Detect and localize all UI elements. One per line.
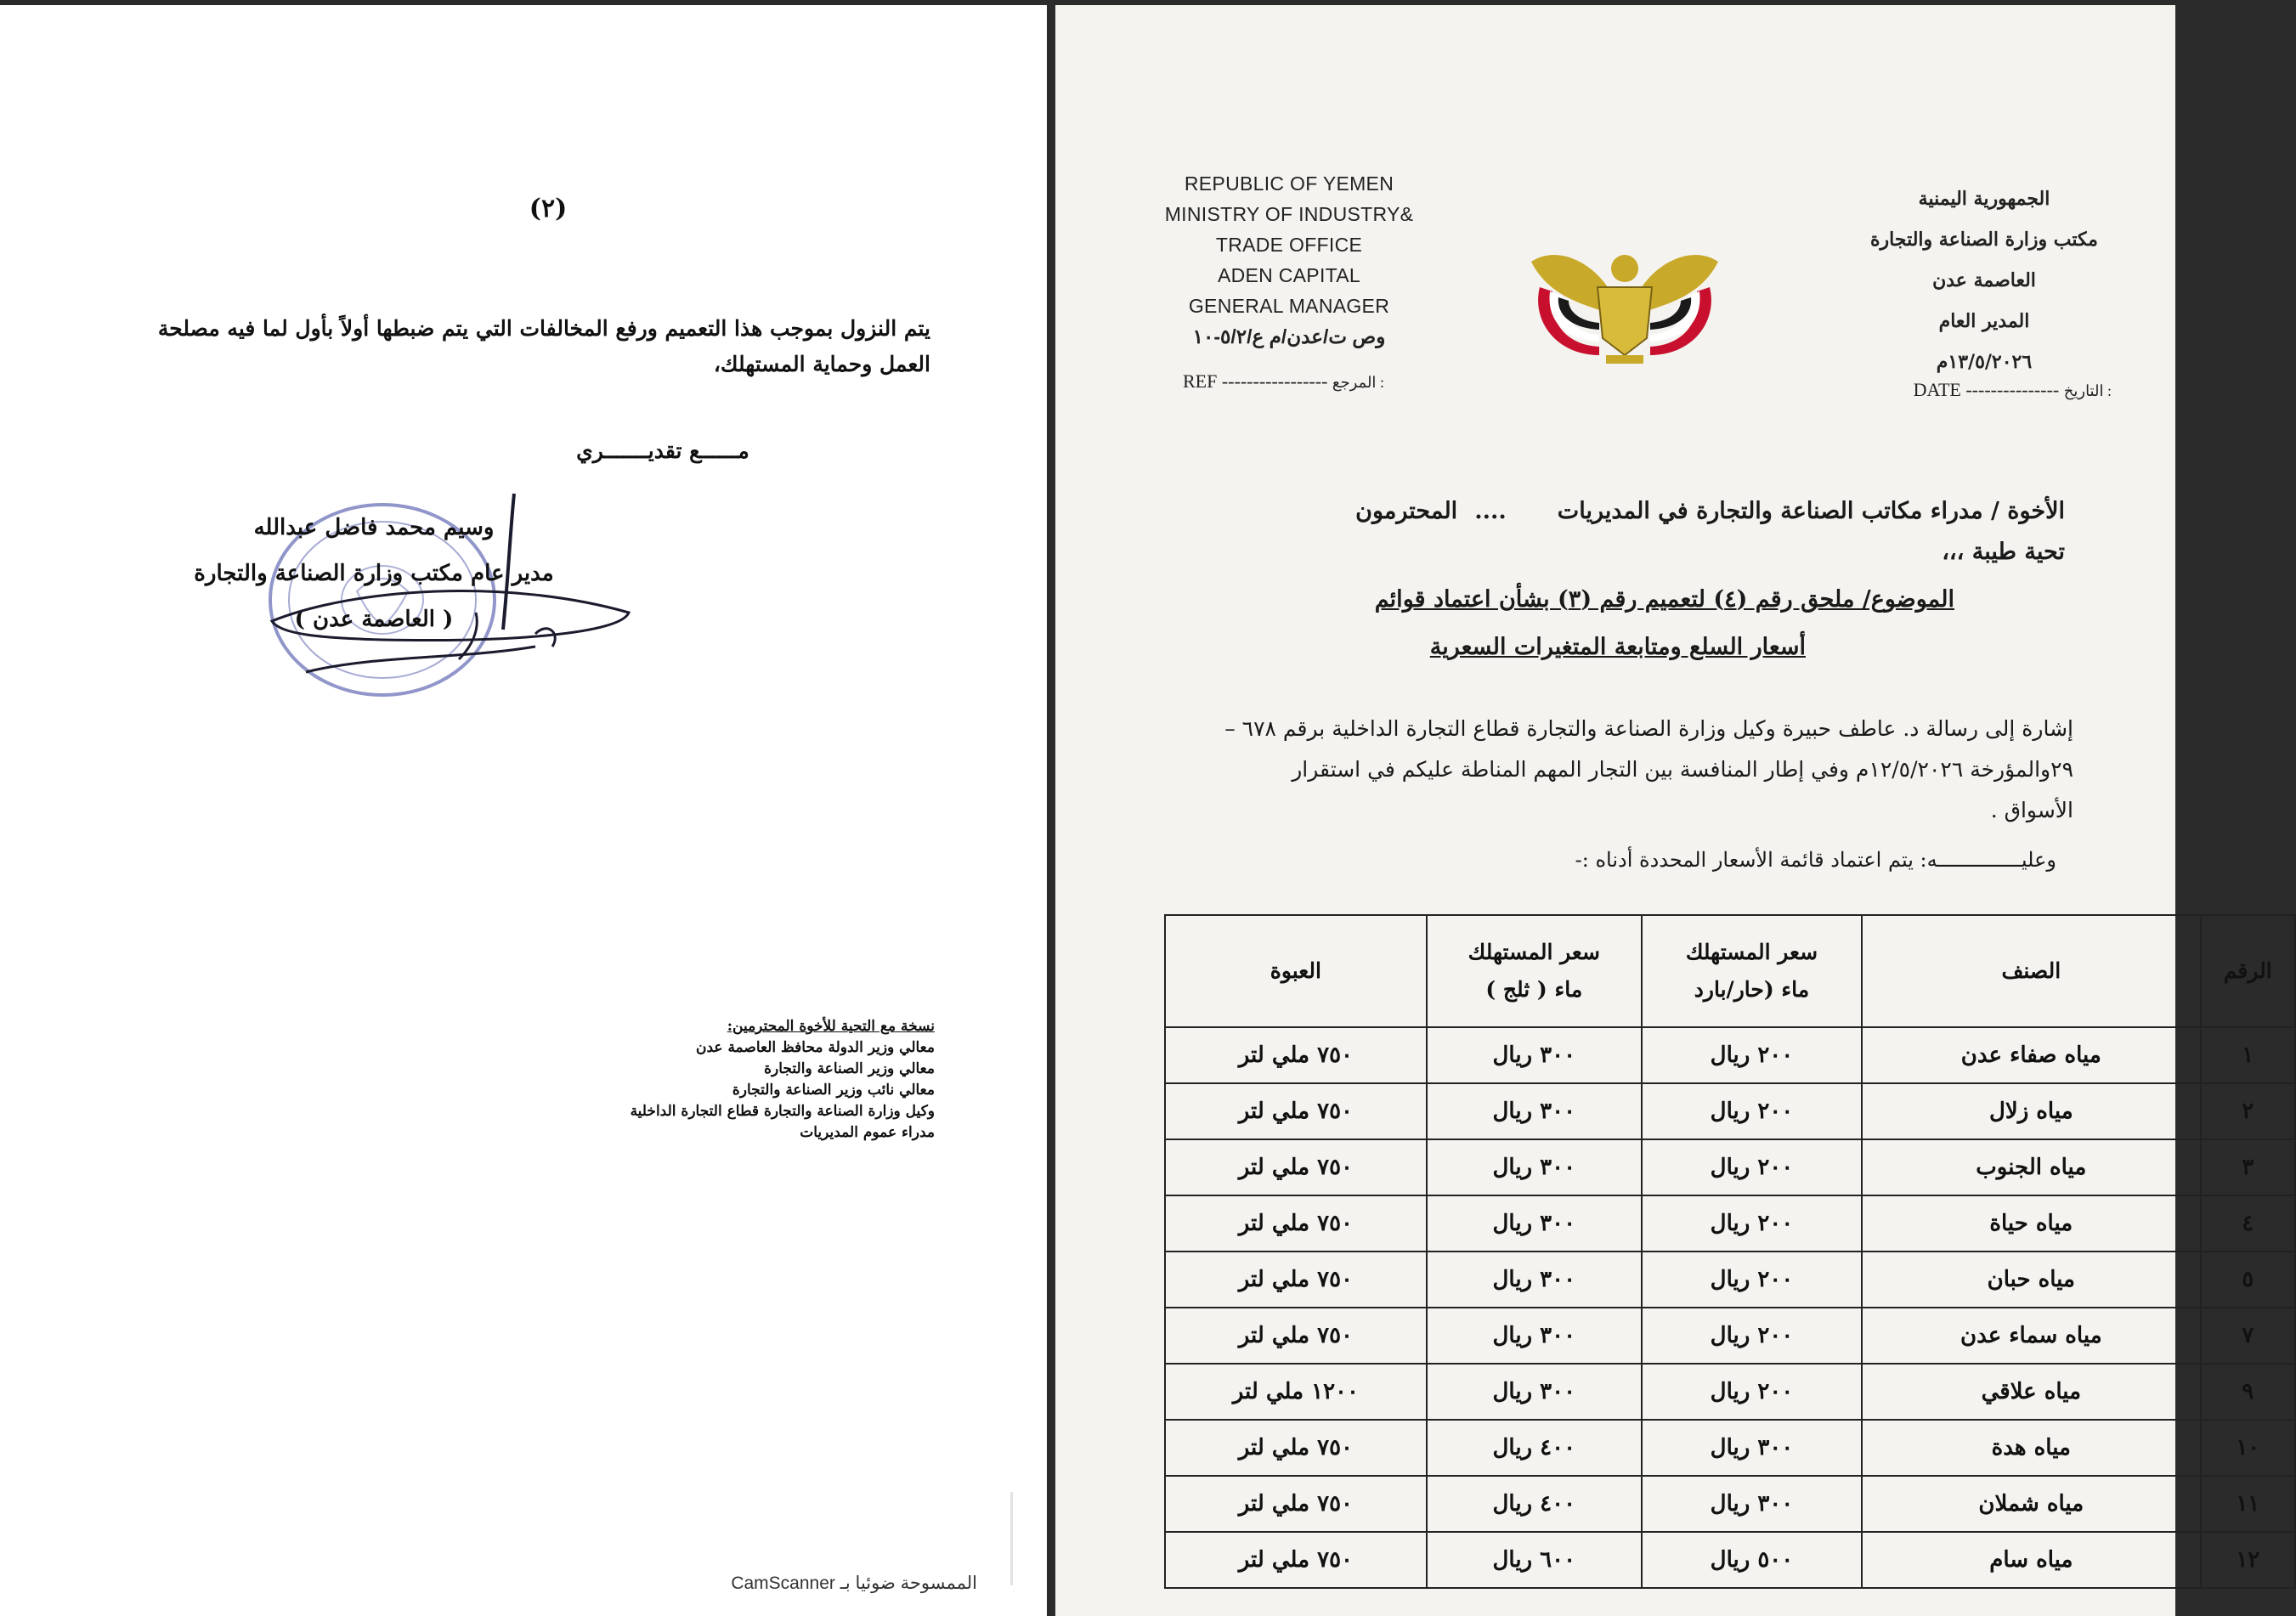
subject-line-1: الموضوع/ ملحق رقم (٤) لتعميم رقم (٣) بشأن اعتماد قوائم — [1374, 586, 1954, 613]
row-number: ١٠ — [2201, 1420, 2295, 1476]
row-price-cold: ٣٠٠ ريال — [1427, 1083, 1642, 1139]
row-number: ١٢ — [2201, 1532, 2295, 1588]
row-number: ٩ — [2201, 1364, 2295, 1420]
row-number: ٣ — [2201, 1139, 2295, 1195]
row-item: مياه حياة — [1862, 1195, 2201, 1252]
row-price-cold: ٣٠٠ ريال — [1427, 1252, 1642, 1308]
ref-label-en: REF — [1183, 370, 1218, 392]
table-row — [1165, 1252, 2295, 1308]
cc-item: مدراء عموم المديريات — [800, 1124, 935, 1141]
header-price-cold-line2: ماء ( ثلج ) — [1485, 977, 1583, 1002]
signer-title: مدير عام مكتب وزارة الصناعة والتجارة — [194, 561, 554, 586]
copies-to-block — [561, 1016, 935, 1144]
row-price-room: ٢٠٠ ريال — [1642, 1252, 1862, 1308]
body-paragraph: يتم النزول بموجب هذا التعميم ورفع المخالفات التي يتم ضبطها أولاً بأول لما فيه مصلحة العمل وحماية المستهلك، — [157, 316, 930, 376]
date-line — [1914, 379, 2112, 401]
row-price-room: ٢٠٠ ريال — [1642, 1308, 1862, 1364]
reference-number: وص ت/عدن/م ع/٥/٢-١٠ — [1192, 325, 1386, 347]
row-number: ٥ — [2201, 1252, 2295, 1308]
header-package: العبوة — [1165, 915, 1427, 1027]
table-row — [1165, 1027, 2295, 1083]
cc-item: معالي وزير الدولة محافظ العاصمة عدن — [695, 1039, 935, 1056]
letter-address — [1258, 491, 2065, 573]
row-item: مياه صفاء عدن — [1862, 1027, 2201, 1083]
ref-label-ar: المرجع : — [1332, 374, 1384, 391]
row-package: ٧٥٠ ملي لتر — [1165, 1420, 1427, 1476]
row-price-room: ٥٠٠ ريال — [1642, 1532, 1862, 1588]
letterhead-line: العاصمة عدن — [1932, 269, 2036, 291]
row-number: ٤ — [2201, 1195, 2295, 1252]
row-price-cold: ٦٠٠ ريال — [1427, 1532, 1642, 1588]
scanner-footer: الممسوحة ضوئيا بـ CamScanner — [731, 1574, 977, 1593]
body-paragraph: إشارة إلى رسالة د. عاطف حبيرة وكيل وزارة الصناعة والتجارة قطاع التجارة الداخلية برقم ٦٧٨ – ٢٩والمؤرخة ١٢/٥/٢٠٢٦م وفي إطار المنافسة بين التجار المهم المناطة عليكم في استقرار الأسواق . — [1224, 716, 2073, 822]
letterhead-english — [1157, 168, 1421, 352]
row-package: ٧٥٠ ملي لتر — [1165, 1195, 1427, 1252]
date-dashes: --------------- — [1965, 379, 2060, 400]
signer-location: ( العاصمة عدن ) — [294, 607, 454, 632]
row-package: ٧٥٠ ملي لتر — [1165, 1139, 1427, 1195]
row-price-cold: ٤٠٠ ريال — [1427, 1420, 1642, 1476]
row-item: مياه شملان — [1862, 1476, 2201, 1532]
row-price-cold: ٣٠٠ ريال — [1427, 1308, 1642, 1364]
header-price-room-line2: ماء (حار/بارد — [1694, 977, 1810, 1002]
header-number: الرقم — [2201, 915, 2295, 1027]
row-item: مياه زلال — [1862, 1083, 2201, 1139]
reference-line — [1183, 370, 1384, 393]
row-package: ٧٥٠ ملي لتر — [1165, 1532, 1427, 1588]
row-price-room: ٢٠٠ ريال — [1642, 1364, 1862, 1420]
subject-line-2: أسعار السلع ومتابعة المتغيرات السعرية — [1429, 634, 1806, 660]
header-item: الصنف — [1862, 915, 2201, 1027]
row-price-room: ٢٠٠ ريال — [1642, 1195, 1862, 1252]
header-price-room — [1642, 915, 1862, 1027]
row-number: ١ — [2201, 1027, 2295, 1083]
letter-date-value: ١٣/٥/٢٠٢٦م — [1936, 351, 2033, 373]
address-dots: .... — [1474, 498, 1507, 524]
row-item: مياه سماء عدن — [1862, 1308, 2201, 1364]
cc-item: معالي وزير الصناعة والتجارة — [764, 1060, 935, 1077]
letterhead-line: GENERAL MANAGER — [1188, 295, 1390, 317]
row-item: مياه علاقي — [1862, 1364, 2201, 1420]
document-page-1 — [1055, 5, 2272, 1616]
row-price-room: ٢٠٠ ريال — [1642, 1027, 1862, 1083]
header-price-cold — [1427, 915, 1642, 1027]
row-item: مياه حبان — [1862, 1252, 2201, 1308]
page-number: (٢) — [529, 194, 568, 223]
row-item: مياه سام — [1862, 1532, 2201, 1588]
row-package: ٧٥٠ ملي لتر — [1165, 1476, 1427, 1532]
row-package: ٧٥٠ ملي لتر — [1165, 1252, 1427, 1308]
page-edge-divider — [1010, 1492, 1013, 1585]
closing-regards: مــــــع تقديـــــــري — [576, 438, 749, 463]
row-package: ٧٥٠ ملي لتر — [1165, 1027, 1427, 1083]
price-table — [1164, 914, 2296, 1589]
letterhead-line: المدير العام — [1938, 310, 2030, 332]
row-package: ١٢٠٠ ملي لتر — [1165, 1364, 1427, 1420]
price-table-body — [1165, 1027, 2295, 1588]
table-row — [1165, 1476, 2295, 1532]
row-price-room: ٢٠٠ ريال — [1642, 1139, 1862, 1195]
row-price-cold: ٣٠٠ ريال — [1427, 1139, 1642, 1195]
table-row — [1165, 1308, 2295, 1364]
cc-heading: نسخة مع التحية للأخوة المحترمين: — [727, 1018, 935, 1035]
row-item: مياه هدة — [1862, 1420, 2201, 1476]
letterhead-line: REPUBLIC OF YEMEN — [1184, 172, 1394, 195]
row-price-cold: ٣٠٠ ريال — [1427, 1195, 1642, 1252]
row-number: ١١ — [2201, 1476, 2295, 1532]
row-item: مياه الجنوب — [1862, 1139, 2201, 1195]
address-to: الأخوة / مدراء مكاتب الصناعة والتجارة في المديريات — [1557, 498, 2065, 524]
ref-dashes: ----------------- — [1221, 370, 1328, 392]
letterhead-arabic — [1844, 178, 2124, 382]
letterhead-line: MINISTRY OF INDUSTRY& — [1164, 203, 1414, 225]
row-price-cold: ٣٠٠ ريال — [1427, 1027, 1642, 1083]
table-row — [1165, 1195, 2295, 1252]
letterhead-line: TRADE OFFICE — [1215, 234, 1363, 256]
row-number: ٢ — [2201, 1083, 2295, 1139]
document-page-2 — [0, 5, 1047, 1616]
row-package: ٧٥٠ ملي لتر — [1165, 1308, 1427, 1364]
row-price-cold: ٤٠٠ ريال — [1427, 1476, 1642, 1532]
letterhead-line: ADEN CAPITAL — [1217, 264, 1361, 286]
cc-item: وكيل وزارة الصناعة والتجارة قطاع التجارة الداخلية — [630, 1103, 935, 1120]
address-recipient-line — [1258, 491, 2065, 532]
row-price-room: ٣٠٠ ريال — [1642, 1476, 1862, 1532]
row-price-cold: ٣٠٠ ريال — [1427, 1364, 1642, 1420]
row-package: ٧٥٠ ملي لتر — [1165, 1083, 1427, 1139]
table-row — [1165, 1139, 2295, 1195]
header-price-cold-line1: سعر المستهلك — [1468, 940, 1600, 964]
table-row — [1165, 1532, 2295, 1588]
table-row — [1165, 1420, 2295, 1476]
signer-name: وسيم محمد فاضل عبدالله — [253, 515, 495, 540]
table-row — [1165, 1083, 2295, 1139]
table-intro: وعليــــــــــــــه: يتم اعتماد قائمة الأسعار المحددة أدناه :- — [1575, 848, 2056, 872]
cc-item: معالي نائب وزير الصناعة والتجارة — [732, 1082, 935, 1099]
greeting: تحية طيبة ،،، — [1942, 539, 2065, 565]
row-number: ٧ — [2201, 1308, 2295, 1364]
row-price-room: ٢٠٠ ريال — [1642, 1083, 1862, 1139]
header-price-room-line1: سعر المستهلك — [1685, 940, 1818, 964]
table-header-row — [1165, 915, 2295, 1027]
row-price-room: ٣٠٠ ريال — [1642, 1420, 1862, 1476]
table-row — [1165, 1364, 2295, 1420]
letterhead-line: الجمهورية اليمنية — [1918, 188, 2050, 210]
letter-subject — [1190, 576, 1954, 671]
handwritten-signature-icon — [255, 485, 646, 706]
address-honorific: المحترمون — [1355, 498, 1458, 524]
letterhead-line: مكتب وزارة الصناعة والتجارة — [1870, 229, 2098, 251]
date-label-en: DATE — [1913, 379, 1961, 400]
date-label-ar: التاريخ : — [2063, 382, 2112, 399]
yemen-emblem-icon — [1506, 228, 1744, 372]
